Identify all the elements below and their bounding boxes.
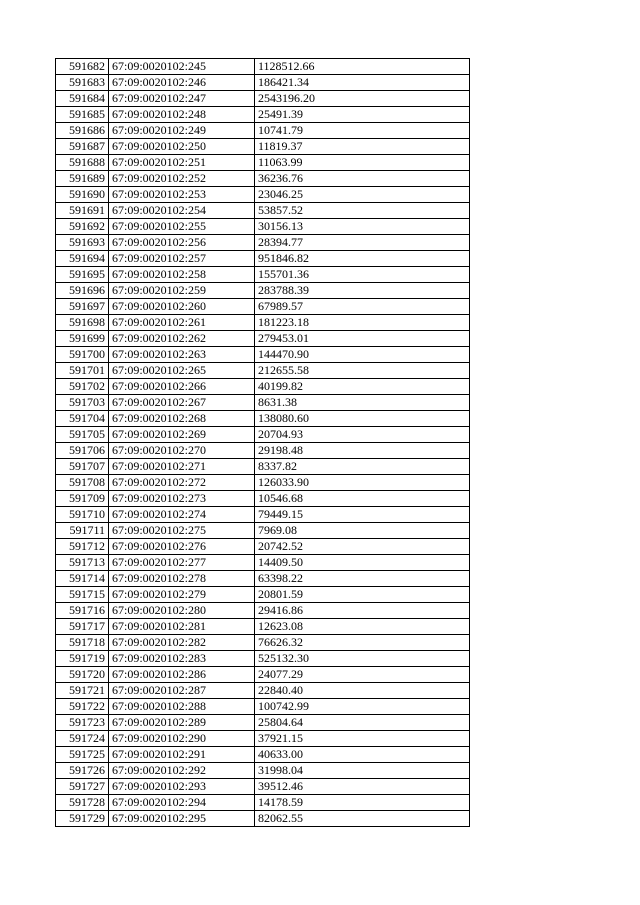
cadastral-number-cell: 67:09:0020102:262 xyxy=(109,331,255,347)
row-number-cell: 591714 xyxy=(56,571,109,587)
table-row xyxy=(56,619,470,635)
row-number-cell: 591682 xyxy=(56,59,109,75)
row-number-cell: 591690 xyxy=(56,187,109,203)
value-cell: 25804.64 xyxy=(255,715,470,731)
value-cell: 20742.52 xyxy=(255,539,470,555)
value-cell: 25491.39 xyxy=(255,107,470,123)
table-row xyxy=(56,203,470,219)
value-cell: 12623.08 xyxy=(255,619,470,635)
value-cell: 40633.00 xyxy=(255,747,470,763)
row-number-cell: 591683 xyxy=(56,75,109,91)
value-cell: 525132.30 xyxy=(255,651,470,667)
table-row xyxy=(56,187,470,203)
row-number-cell: 591727 xyxy=(56,779,109,795)
value-cell: 951846.82 xyxy=(255,251,470,267)
cadastral-number-cell: 67:09:0020102:283 xyxy=(109,651,255,667)
table-row xyxy=(56,491,470,507)
cadastral-number-cell: 67:09:0020102:256 xyxy=(109,235,255,251)
row-number-cell: 591705 xyxy=(56,427,109,443)
cadastral-number-cell: 67:09:0020102:278 xyxy=(109,571,255,587)
row-number-cell: 591691 xyxy=(56,203,109,219)
cadastral-number-cell: 67:09:0020102:258 xyxy=(109,267,255,283)
table-row xyxy=(56,667,470,683)
cadastral-number-cell: 67:09:0020102:280 xyxy=(109,603,255,619)
table-row xyxy=(56,651,470,667)
value-cell: 1128512.66 xyxy=(255,59,470,75)
cadastral-number-cell: 67:09:0020102:291 xyxy=(109,747,255,763)
value-cell: 36236.76 xyxy=(255,171,470,187)
row-number-cell: 591728 xyxy=(56,795,109,811)
value-cell: 29198.48 xyxy=(255,443,470,459)
row-number-cell: 591720 xyxy=(56,667,109,683)
row-number-cell: 591702 xyxy=(56,379,109,395)
value-cell: 39512.46 xyxy=(255,779,470,795)
cadastral-number-cell: 67:09:0020102:289 xyxy=(109,715,255,731)
value-cell: 31998.04 xyxy=(255,763,470,779)
row-number-cell: 591710 xyxy=(56,507,109,523)
cadastral-number-cell: 67:09:0020102:269 xyxy=(109,427,255,443)
cadastral-number-cell: 67:09:0020102:279 xyxy=(109,587,255,603)
cadastral-number-cell: 67:09:0020102:273 xyxy=(109,491,255,507)
row-number-cell: 591712 xyxy=(56,539,109,555)
value-cell: 100742.99 xyxy=(255,699,470,715)
table-row xyxy=(56,251,470,267)
cadastral-number-cell: 67:09:0020102:282 xyxy=(109,635,255,651)
table-row xyxy=(56,219,470,235)
cadastral-number-cell: 67:09:0020102:255 xyxy=(109,219,255,235)
table-row xyxy=(56,347,470,363)
row-number-cell: 591687 xyxy=(56,139,109,155)
value-cell: 7969.08 xyxy=(255,523,470,539)
row-number-cell: 591711 xyxy=(56,523,109,539)
cadastral-number-cell: 67:09:0020102:266 xyxy=(109,379,255,395)
value-cell: 14409.50 xyxy=(255,555,470,571)
row-number-cell: 591692 xyxy=(56,219,109,235)
table-row xyxy=(56,411,470,427)
cadastral-number-cell: 67:09:0020102:286 xyxy=(109,667,255,683)
value-cell: 28394.77 xyxy=(255,235,470,251)
table-row xyxy=(56,523,470,539)
value-cell: 29416.86 xyxy=(255,603,470,619)
cadastral-number-cell: 67:09:0020102:261 xyxy=(109,315,255,331)
row-number-cell: 591719 xyxy=(56,651,109,667)
table-row xyxy=(56,427,470,443)
cadastral-number-cell: 67:09:0020102:276 xyxy=(109,539,255,555)
cadastral-number-cell: 67:09:0020102:246 xyxy=(109,75,255,91)
table-row xyxy=(56,331,470,347)
cadastral-number-cell: 67:09:0020102:260 xyxy=(109,299,255,315)
table-row xyxy=(56,267,470,283)
value-cell: 20704.93 xyxy=(255,427,470,443)
cadastral-number-cell: 67:09:0020102:275 xyxy=(109,523,255,539)
table-row xyxy=(56,715,470,731)
row-number-cell: 591686 xyxy=(56,123,109,139)
cadastral-number-cell: 67:09:0020102:277 xyxy=(109,555,255,571)
row-number-cell: 591718 xyxy=(56,635,109,651)
table-row xyxy=(56,811,470,827)
table-row xyxy=(56,59,470,75)
row-number-cell: 591725 xyxy=(56,747,109,763)
table-row xyxy=(56,587,470,603)
value-cell: 10741.79 xyxy=(255,123,470,139)
table-row xyxy=(56,155,470,171)
value-cell: 14178.59 xyxy=(255,795,470,811)
value-cell: 279453.01 xyxy=(255,331,470,347)
cadastral-number-cell: 67:09:0020102:270 xyxy=(109,443,255,459)
row-number-cell: 591704 xyxy=(56,411,109,427)
row-number-cell: 591696 xyxy=(56,283,109,299)
cadastral-number-cell: 67:09:0020102:274 xyxy=(109,507,255,523)
row-number-cell: 591709 xyxy=(56,491,109,507)
value-cell: 186421.34 xyxy=(255,75,470,91)
row-number-cell: 591703 xyxy=(56,395,109,411)
table-row xyxy=(56,299,470,315)
cadastral-number-cell: 67:09:0020102:268 xyxy=(109,411,255,427)
value-cell: 181223.18 xyxy=(255,315,470,331)
value-cell: 10546.68 xyxy=(255,491,470,507)
cadastral-number-cell: 67:09:0020102:293 xyxy=(109,779,255,795)
table-row xyxy=(56,171,470,187)
row-number-cell: 591700 xyxy=(56,347,109,363)
table-row xyxy=(56,139,470,155)
cadastral-number-cell: 67:09:0020102:288 xyxy=(109,699,255,715)
table-body xyxy=(56,59,470,827)
table-row xyxy=(56,315,470,331)
table-row xyxy=(56,539,470,555)
table-row xyxy=(56,379,470,395)
cadastral-number-cell: 67:09:0020102:271 xyxy=(109,459,255,475)
value-cell: 283788.39 xyxy=(255,283,470,299)
table-row xyxy=(56,507,470,523)
value-cell: 22840.40 xyxy=(255,683,470,699)
table-row xyxy=(56,91,470,107)
row-number-cell: 591684 xyxy=(56,91,109,107)
table-row xyxy=(56,747,470,763)
cadastral-number-cell: 67:09:0020102:295 xyxy=(109,811,255,827)
row-number-cell: 591716 xyxy=(56,603,109,619)
table-row xyxy=(56,779,470,795)
row-number-cell: 591724 xyxy=(56,731,109,747)
value-cell: 24077.29 xyxy=(255,667,470,683)
cadastral-number-cell: 67:09:0020102:248 xyxy=(109,107,255,123)
table-row xyxy=(56,683,470,699)
row-number-cell: 591708 xyxy=(56,475,109,491)
cadastral-number-cell: 67:09:0020102:259 xyxy=(109,283,255,299)
row-number-cell: 591698 xyxy=(56,315,109,331)
value-cell: 138080.60 xyxy=(255,411,470,427)
row-number-cell: 591729 xyxy=(56,811,109,827)
row-number-cell: 591721 xyxy=(56,683,109,699)
value-cell: 23046.25 xyxy=(255,187,470,203)
cadastral-value-table xyxy=(55,58,470,827)
row-number-cell: 591695 xyxy=(56,267,109,283)
table-row xyxy=(56,555,470,571)
row-number-cell: 591693 xyxy=(56,235,109,251)
row-number-cell: 591726 xyxy=(56,763,109,779)
value-cell: 126033.90 xyxy=(255,475,470,491)
cadastral-number-cell: 67:09:0020102:252 xyxy=(109,171,255,187)
table-row xyxy=(56,795,470,811)
cadastral-number-cell: 67:09:0020102:253 xyxy=(109,187,255,203)
row-number-cell: 591697 xyxy=(56,299,109,315)
cadastral-number-cell: 67:09:0020102:267 xyxy=(109,395,255,411)
value-cell: 20801.59 xyxy=(255,587,470,603)
row-number-cell: 591689 xyxy=(56,171,109,187)
table-row xyxy=(56,75,470,91)
cadastral-number-cell: 67:09:0020102:263 xyxy=(109,347,255,363)
cadastral-number-cell: 67:09:0020102:294 xyxy=(109,795,255,811)
row-number-cell: 591717 xyxy=(56,619,109,635)
value-cell: 144470.90 xyxy=(255,347,470,363)
value-cell: 8631.38 xyxy=(255,395,470,411)
table-row xyxy=(56,363,470,379)
cadastral-number-cell: 67:09:0020102:257 xyxy=(109,251,255,267)
cadastral-number-cell: 67:09:0020102:247 xyxy=(109,91,255,107)
cadastral-number-cell: 67:09:0020102:272 xyxy=(109,475,255,491)
row-number-cell: 591701 xyxy=(56,363,109,379)
value-cell: 53857.52 xyxy=(255,203,470,219)
table-row xyxy=(56,635,470,651)
table-row xyxy=(56,123,470,139)
cadastral-number-cell: 67:09:0020102:245 xyxy=(109,59,255,75)
cadastral-number-cell: 67:09:0020102:251 xyxy=(109,155,255,171)
value-cell: 63398.22 xyxy=(255,571,470,587)
row-number-cell: 591723 xyxy=(56,715,109,731)
table-row xyxy=(56,283,470,299)
table-row xyxy=(56,571,470,587)
value-cell: 8337.82 xyxy=(255,459,470,475)
row-number-cell: 591694 xyxy=(56,251,109,267)
cadastral-number-cell: 67:09:0020102:287 xyxy=(109,683,255,699)
value-cell: 155701.36 xyxy=(255,267,470,283)
table-row xyxy=(56,443,470,459)
table-row xyxy=(56,395,470,411)
table-row xyxy=(56,603,470,619)
row-number-cell: 591699 xyxy=(56,331,109,347)
cadastral-number-cell: 67:09:0020102:254 xyxy=(109,203,255,219)
value-cell: 2543196.20 xyxy=(255,91,470,107)
cadastral-number-cell: 67:09:0020102:292 xyxy=(109,763,255,779)
table-row xyxy=(56,235,470,251)
cadastral-number-cell: 67:09:0020102:249 xyxy=(109,123,255,139)
row-number-cell: 591722 xyxy=(56,699,109,715)
row-number-cell: 591707 xyxy=(56,459,109,475)
value-cell: 30156.13 xyxy=(255,219,470,235)
value-cell: 67989.57 xyxy=(255,299,470,315)
value-cell: 40199.82 xyxy=(255,379,470,395)
table-row xyxy=(56,107,470,123)
cadastral-number-cell: 67:09:0020102:250 xyxy=(109,139,255,155)
table-row xyxy=(56,475,470,491)
cadastral-number-cell: 67:09:0020102:265 xyxy=(109,363,255,379)
row-number-cell: 591713 xyxy=(56,555,109,571)
table-row xyxy=(56,459,470,475)
table-row xyxy=(56,763,470,779)
table-row xyxy=(56,731,470,747)
cadastral-number-cell: 67:09:0020102:281 xyxy=(109,619,255,635)
value-cell: 82062.55 xyxy=(255,811,470,827)
value-cell: 212655.58 xyxy=(255,363,470,379)
row-number-cell: 591685 xyxy=(56,107,109,123)
row-number-cell: 591706 xyxy=(56,443,109,459)
value-cell: 37921.15 xyxy=(255,731,470,747)
cadastral-number-cell: 67:09:0020102:290 xyxy=(109,731,255,747)
value-cell: 11819.37 xyxy=(255,139,470,155)
value-cell: 11063.99 xyxy=(255,155,470,171)
value-cell: 79449.15 xyxy=(255,507,470,523)
table-row xyxy=(56,699,470,715)
value-cell: 76626.32 xyxy=(255,635,470,651)
row-number-cell: 591715 xyxy=(56,587,109,603)
row-number-cell: 591688 xyxy=(56,155,109,171)
